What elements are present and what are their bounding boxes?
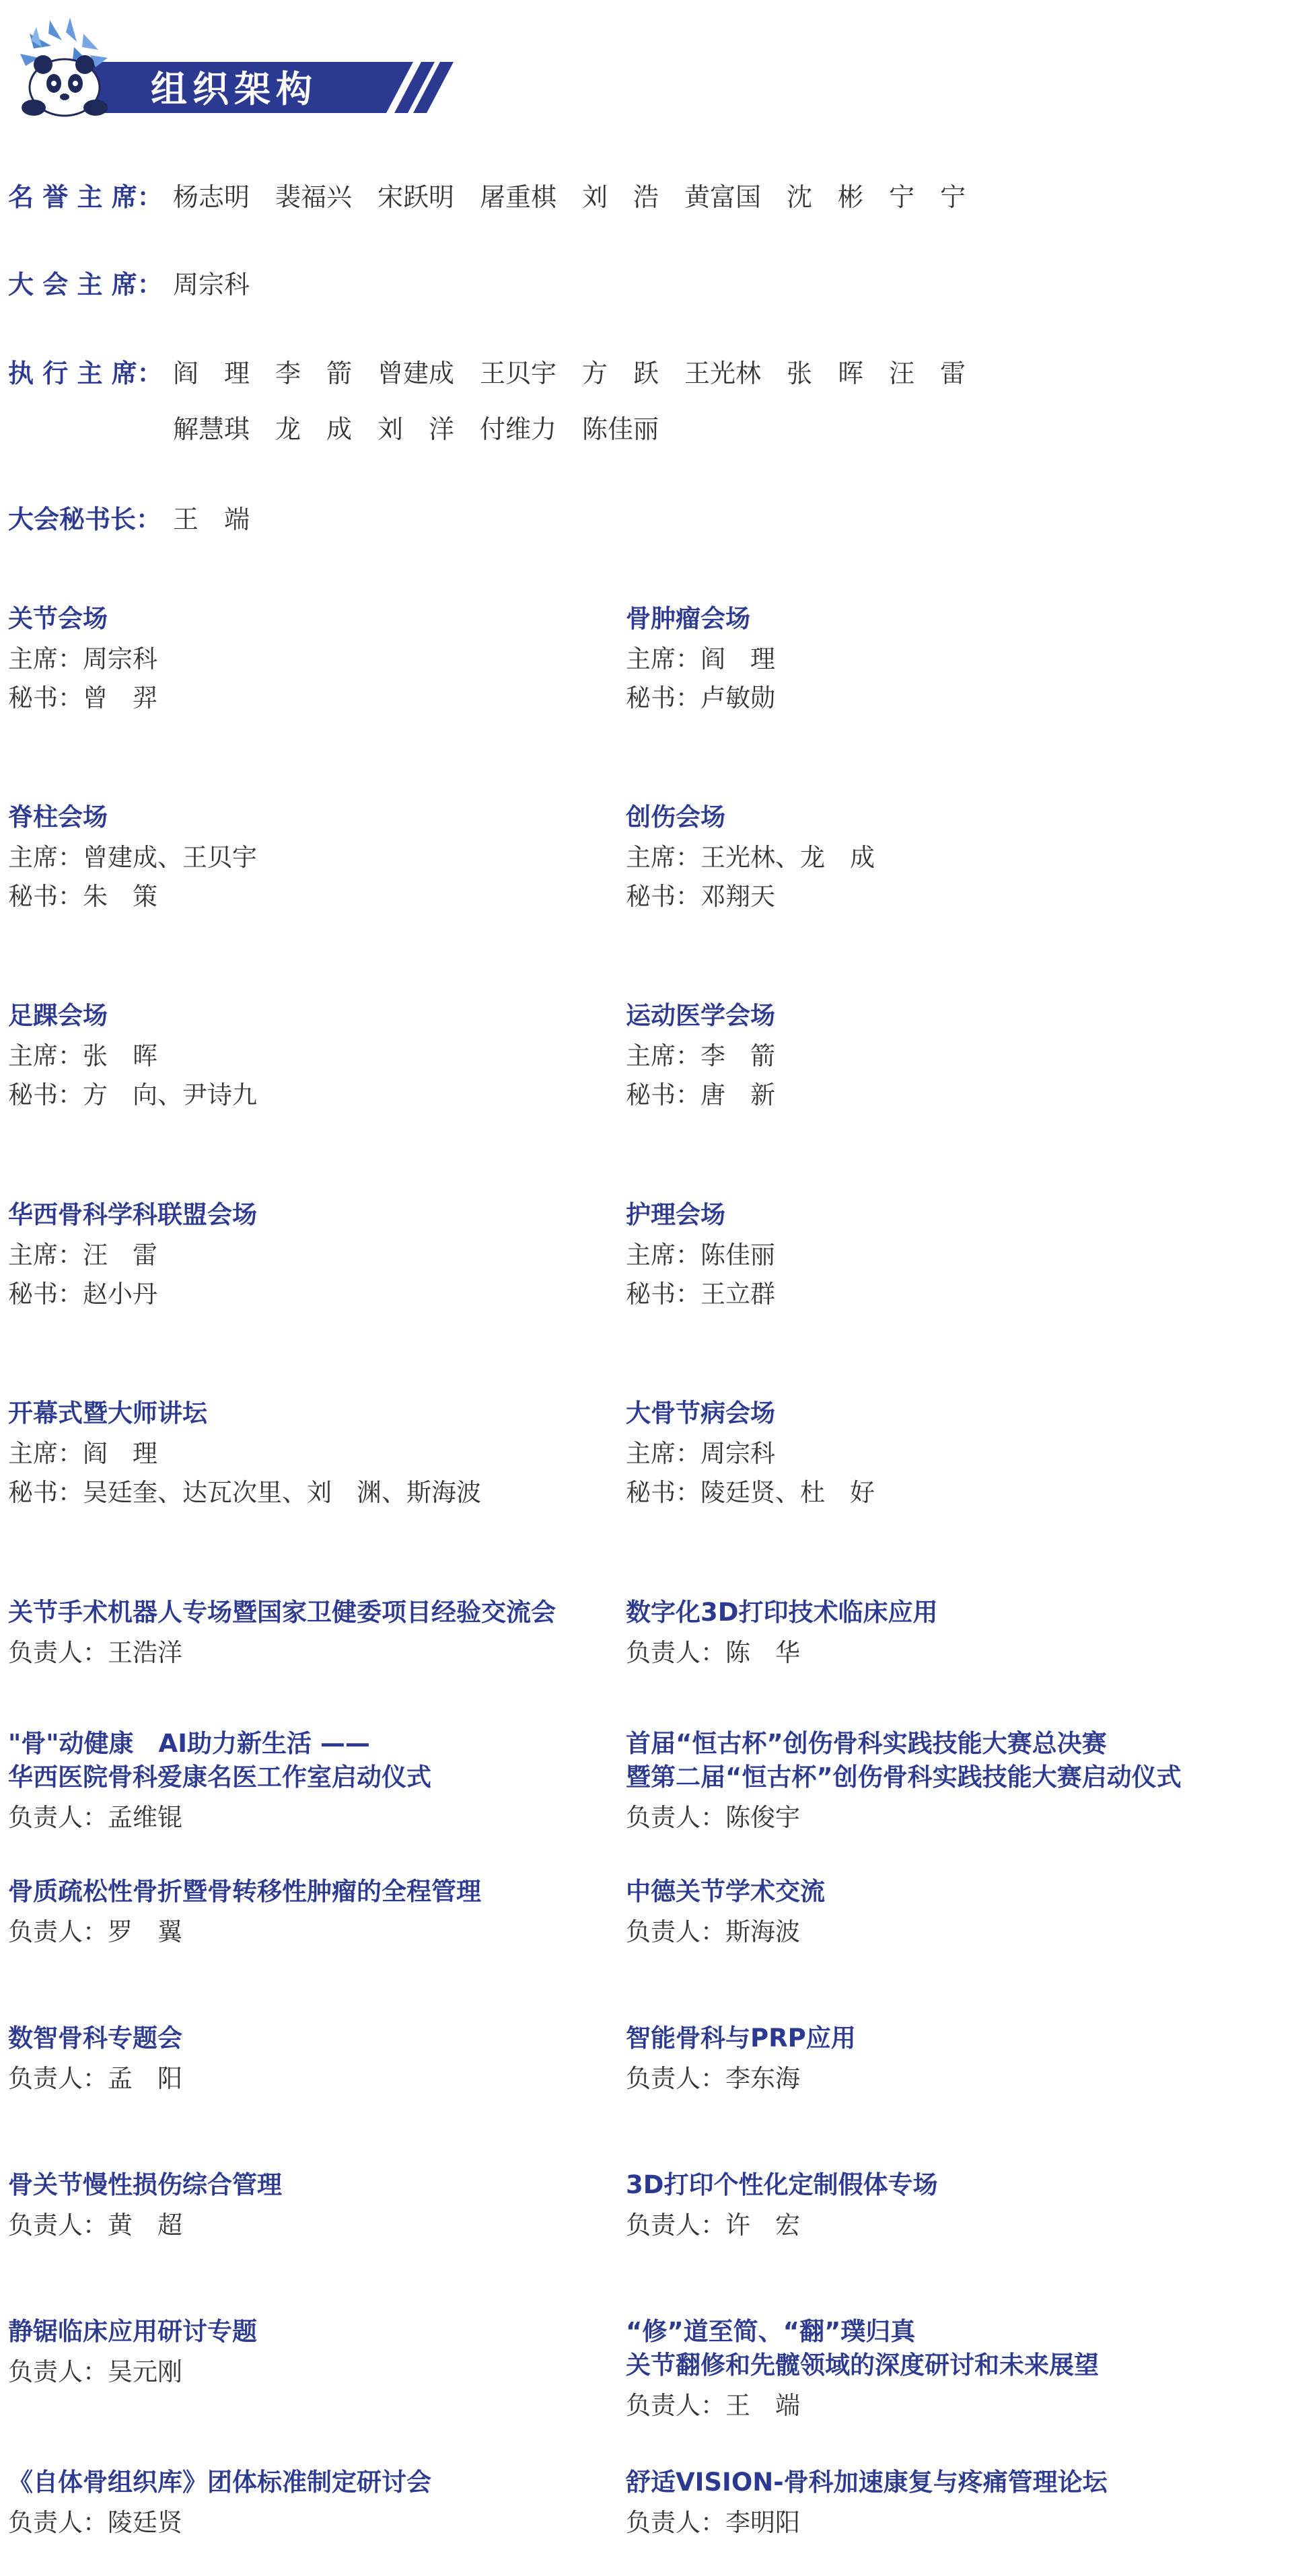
session-static-saw [8, 2315, 614, 2389]
session-kashin-beck [626, 1397, 1231, 1510]
session-sports-medicine [626, 999, 1231, 1112]
session-title: 护理会场 [626, 1200, 725, 1229]
session-lead: 负责人：许 宏 [626, 2211, 800, 2240]
session-foot-ankle [8, 999, 614, 1112]
session-trauma [626, 801, 1231, 914]
session-vision-forum [626, 2466, 1231, 2540]
session-chair: 主席：周宗科 [626, 1439, 775, 1468]
session-secretary: 秘书：唐 新 [626, 1080, 775, 1109]
session-revision [626, 2315, 1231, 2423]
session-title: 舒适VISION-骨科加速康复与疼痛管理论坛 [626, 2468, 1108, 2497]
session-lead: 负责人：李明阳 [626, 2508, 800, 2537]
session-sino-german [626, 1875, 1231, 1949]
session-3d-prosthesis [626, 2168, 1231, 2242]
session-title: 华西骨科学科联盟会场 [8, 1200, 257, 1229]
session-title: 脊柱会场 [8, 803, 108, 832]
session-robot [8, 1596, 614, 1670]
role-names: 阎 理 李 箭 曾建成 王贝宇 方 跃 王光林 张 晖 汪 雷 [173, 359, 966, 388]
session-title: 数字化3D打印技术临床应用 [626, 1598, 938, 1627]
session-title-line2: 华西医院骨科爱康名医工作室启动仪式 [8, 1763, 431, 1792]
session-lead: 负责人：李东海 [626, 2064, 800, 2093]
role-names-continued: 解慧琪 龙 成 刘 洋 付维力 陈佳丽 [173, 414, 659, 444]
session-title: "骨"动健康 AI助力新生活 —— [8, 1729, 370, 1758]
session-title: 骨质疏松性骨折暨骨转移性肿瘤的全程管理 [8, 1877, 481, 1906]
session-title: 中德关节学术交流 [626, 1877, 825, 1906]
session-secretary: 秘书：陵廷贤、杜 好 [626, 1478, 875, 1507]
session-bone-bank-standard [8, 2466, 614, 2540]
session-title: 开幕式暨大师讲坛 [8, 1399, 207, 1428]
session-secretary: 秘书：邓翔天 [626, 882, 775, 911]
session-title: 运动医学会场 [626, 1001, 775, 1030]
session-title: 首届“恒古杯”创伤骨科实践技能大赛总决赛 [626, 1729, 1107, 1758]
session-secretary: 秘书：吴廷奎、达瓦次里、刘 渊、斯海波 [8, 1478, 481, 1507]
session-title: 静锯临床应用研讨专题 [8, 2317, 257, 2346]
role-secretary-general [8, 503, 250, 536]
session-bone-tumor [626, 602, 1231, 715]
session-title: 创伤会场 [626, 803, 725, 832]
session-chair: 主席：阎 理 [8, 1439, 157, 1468]
session-title: “修”道至简、“翻”璞归真 [626, 2317, 916, 2346]
role-names: 王 端 [173, 505, 250, 534]
session-joint [8, 602, 614, 715]
session-chair: 主席：李 箭 [626, 1041, 775, 1070]
session-title: 数智骨科专题会 [8, 2024, 182, 2053]
session-chair: 主席：张 晖 [8, 1041, 157, 1070]
session-title: 3D打印个性化定制假体专场 [626, 2170, 938, 2199]
role-executive-chairs [8, 357, 966, 390]
session-chair: 主席：阎 理 [626, 645, 775, 673]
role-label: 大 会 主 席： [8, 270, 163, 299]
session-title-line2: 暨第二届“恒古杯”创伤骨科实践技能大赛启动仪式 [626, 1763, 1182, 1792]
session-chair: 主席：周宗科 [8, 645, 157, 673]
session-digital-orthopedics [8, 2022, 614, 2096]
session-title: 关节手术机器人专场暨国家卫健委项目经验交流会 [8, 1598, 556, 1627]
session-chronic-injury [8, 2168, 614, 2242]
session-prp [626, 2022, 1231, 2096]
session-title: 骨关节慢性损伤综合管理 [8, 2170, 282, 2199]
session-title: 足踝会场 [8, 1001, 108, 1030]
session-secretary: 秘书：曾 羿 [8, 684, 157, 712]
session-lead: 负责人：吴元刚 [8, 2357, 182, 2386]
session-henggu-cup [626, 1727, 1231, 1835]
session-chair: 主席：曾建成、王贝宇 [8, 843, 257, 872]
session-opening-master-forum [8, 1397, 614, 1510]
session-lead: 负责人：孟 阳 [8, 2064, 182, 2093]
session-chair: 主席：陈佳丽 [626, 1241, 775, 1269]
session-lead: 负责人：陵廷贤 [8, 2508, 182, 2537]
role-names: 周宗科 [173, 270, 250, 299]
session-lead: 负责人：孟维锟 [8, 1803, 182, 1832]
session-osteoporosis [8, 1875, 614, 1949]
session-3d-printing [626, 1596, 1231, 1670]
session-ai-health [8, 1727, 614, 1835]
session-lead: 负责人：陈俊宇 [626, 1803, 800, 1832]
session-secretary: 秘书：卢敏勋 [626, 684, 775, 712]
role-names: 杨志明 裴福兴 宋跃明 屠重棋 刘 浩 黄富国 沈 彬 宁 宁 [173, 182, 966, 212]
session-title: 关节会场 [8, 604, 108, 633]
session-lead: 负责人：罗 翼 [8, 1917, 182, 1946]
section-banner [9, 13, 467, 121]
role-honorary-chairs [8, 180, 966, 214]
session-lead: 负责人：黄 超 [8, 2211, 182, 2240]
role-label: 执 行 主 席： [8, 359, 163, 388]
session-nursing [626, 1198, 1231, 1311]
session-lead: 负责人：陈 华 [626, 1638, 800, 1667]
session-title: 大骨节病会场 [626, 1399, 775, 1428]
session-lead: 负责人：斯海波 [626, 1917, 800, 1946]
session-secretary: 秘书：王立群 [626, 1280, 775, 1309]
session-secretary: 秘书：赵小丹 [8, 1280, 157, 1309]
session-chair: 主席：王光林、龙 成 [626, 843, 875, 872]
session-title: 骨肿瘤会场 [626, 604, 750, 633]
session-title: 《自体骨组织库》团体标准制定研讨会 [8, 2468, 431, 2497]
session-alliance [8, 1198, 614, 1311]
session-secretary: 秘书：朱 策 [8, 882, 157, 911]
page-title: 组织架构 [151, 68, 318, 110]
session-title: 智能骨科与PRP应用 [626, 2024, 856, 2053]
role-label: 大会秘书长： [8, 505, 162, 534]
session-lead: 负责人：王 端 [626, 2391, 800, 2420]
role-conference-chair [8, 268, 250, 301]
session-title-line2: 关节翻修和先髋领域的深度研讨和未来展望 [626, 2351, 1099, 2380]
role-label: 名 誉 主 席： [8, 182, 163, 212]
session-spine [8, 801, 614, 914]
session-secretary: 秘书：方 向、尹诗九 [8, 1080, 257, 1109]
session-lead: 负责人：王浩洋 [8, 1638, 182, 1667]
session-chair: 主席：汪 雷 [8, 1241, 157, 1269]
